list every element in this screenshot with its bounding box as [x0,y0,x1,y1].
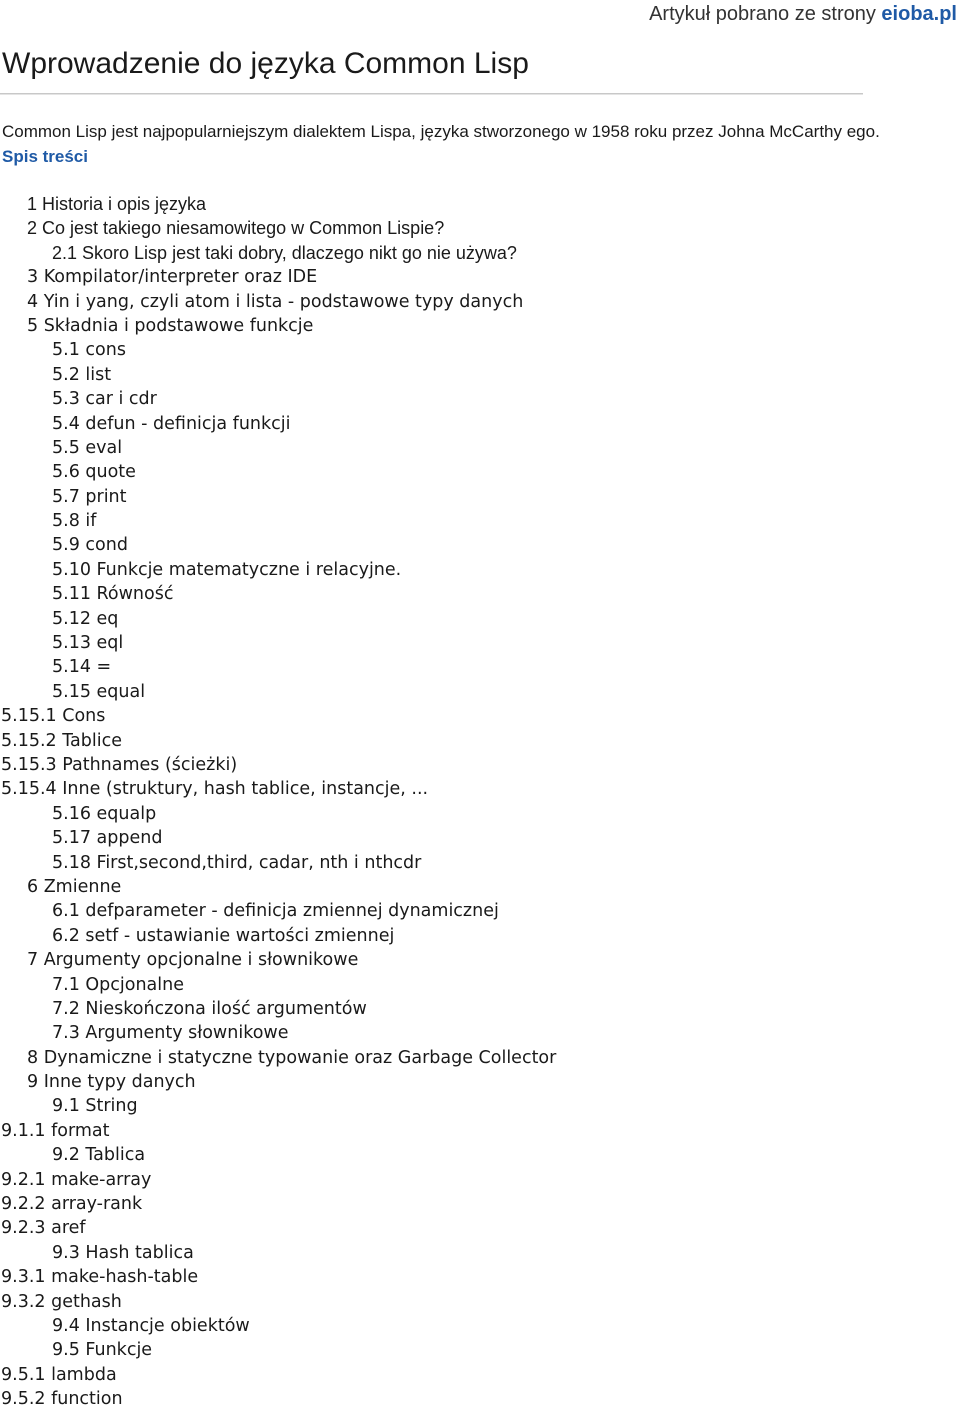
toc-item[interactable]: 5.2 list [52,364,112,385]
page-title: Wprowadzenie do języka Common Lisp [2,47,529,80]
toc-item[interactable]: 2.1 Skoro Lisp jest taki dobry, dlaczego nikt go nie używa? [52,242,517,263]
title-divider [0,93,863,95]
toc-item[interactable]: 5.15.1 Cons [1,706,106,727]
toc-item[interactable]: 5 Składnia i podstawowe funkcje [27,315,314,336]
toc-item[interactable]: 5.5 eval [52,437,123,458]
toc-item[interactable]: 5.15.3 Pathnames (ścieżki) [1,754,238,775]
table-of-contents [0,192,900,1412]
toc-item[interactable]: 5.15.2 Tablice [1,730,122,751]
intro-paragraph: Common Lisp jest najpopularniejszym dialektem Lispa, języka stworzonego w 1958 roku przez Johna McCarthy ego. [2,122,880,141]
toc-item[interactable]: 9.5 Funkcje [52,1340,153,1361]
source-prefix: Artykuł pobrano ze strony [649,3,882,25]
toc-item[interactable]: 9.2.3 aref [1,1218,86,1239]
toc-item[interactable]: 3 Kompilator/interpreter oraz IDE [27,267,318,288]
toc-item[interactable]: 5.7 print [52,486,127,507]
source-link[interactable]: eioba.pl [881,3,957,25]
toc-item[interactable]: 5.14 = [52,657,112,678]
toc-item[interactable]: 9.2 Tablica [52,1145,146,1166]
toc-item[interactable]: 7 Argumenty opcjonalne i słownikowe [27,950,359,971]
source-attribution [649,2,957,26]
toc-item[interactable]: 5.9 cond [52,535,128,556]
toc-item[interactable]: 7.3 Argumenty słownikowe [52,1023,289,1044]
toc-item[interactable]: 7.2 Nieskończona ilość argumentów [52,998,367,1019]
toc-item[interactable]: 5.11 Równość [52,584,174,605]
toc-item[interactable]: 9.1.1 format [1,1120,110,1141]
toc-item[interactable]: 2 Co jest takiego niesamowitego w Common Lispie? [27,218,445,239]
toc-heading: Spis treści [2,147,88,166]
toc-item[interactable]: 5.8 if [52,511,97,532]
toc-item[interactable]: 9.5.1 lambda [1,1364,117,1385]
toc-item[interactable]: 5.16 equalp [52,803,157,824]
toc-item[interactable]: 5.6 quote [52,462,136,483]
toc-item[interactable]: 5.10 Funkcje matematyczne i relacyjne. [52,559,402,580]
toc-item[interactable]: 6.1 defparameter - definicja zmiennej dynamicznej [52,901,499,922]
toc-item[interactable]: 9.3.1 make-hash-table [1,1267,199,1288]
toc-item[interactable]: 9.5.2 function [1,1389,123,1410]
toc-item[interactable]: 9.2.1 make-array [1,1169,152,1190]
toc-item[interactable]: 5.4 defun - definicja funkcji [52,413,291,434]
toc-item[interactable]: 7.1 Opcjonalne [52,974,185,995]
toc-item[interactable]: 5.17 append [52,828,163,849]
toc-item[interactable]: 5.1 cons [52,340,126,361]
toc-item[interactable]: 5.15.4 Inne (struktury, hash tablice, instancje, ... [1,779,429,800]
toc-item[interactable]: 9.3.2 gethash [1,1291,122,1312]
toc-item[interactable]: 9.3 Hash tablica [52,1242,194,1263]
toc-item[interactable]: 9.1 String [52,1096,138,1117]
toc-item[interactable]: 5.18 First,second,third, cadar, nth i nthcdr [52,852,422,873]
toc-item[interactable]: 6 Zmienne [27,876,122,897]
toc-item[interactable]: 5.15 equal [52,681,146,702]
toc-item[interactable]: 5.13 eql [52,633,124,654]
toc-item[interactable]: 1 Historia i opis języka [27,194,207,214]
toc-item[interactable]: 4 Yin i yang, czyli atom i lista - podstawowe typy danych [27,291,524,312]
toc-item[interactable]: 6.2 setf - ustawianie wartości zmiennej [52,925,395,946]
toc-item[interactable]: 8 Dynamiczne i statyczne typowanie oraz Garbage Collector [27,1047,557,1068]
toc-item[interactable]: 9.2.2 array-rank [1,1194,143,1215]
toc-item[interactable]: 9.4 Instancje obiektów [52,1315,250,1336]
toc-item[interactable]: 5.12 eq [52,608,119,629]
toc-item[interactable]: 5.3 car i cdr [52,389,157,410]
toc-item[interactable]: 9 Inne typy danych [27,1072,196,1093]
